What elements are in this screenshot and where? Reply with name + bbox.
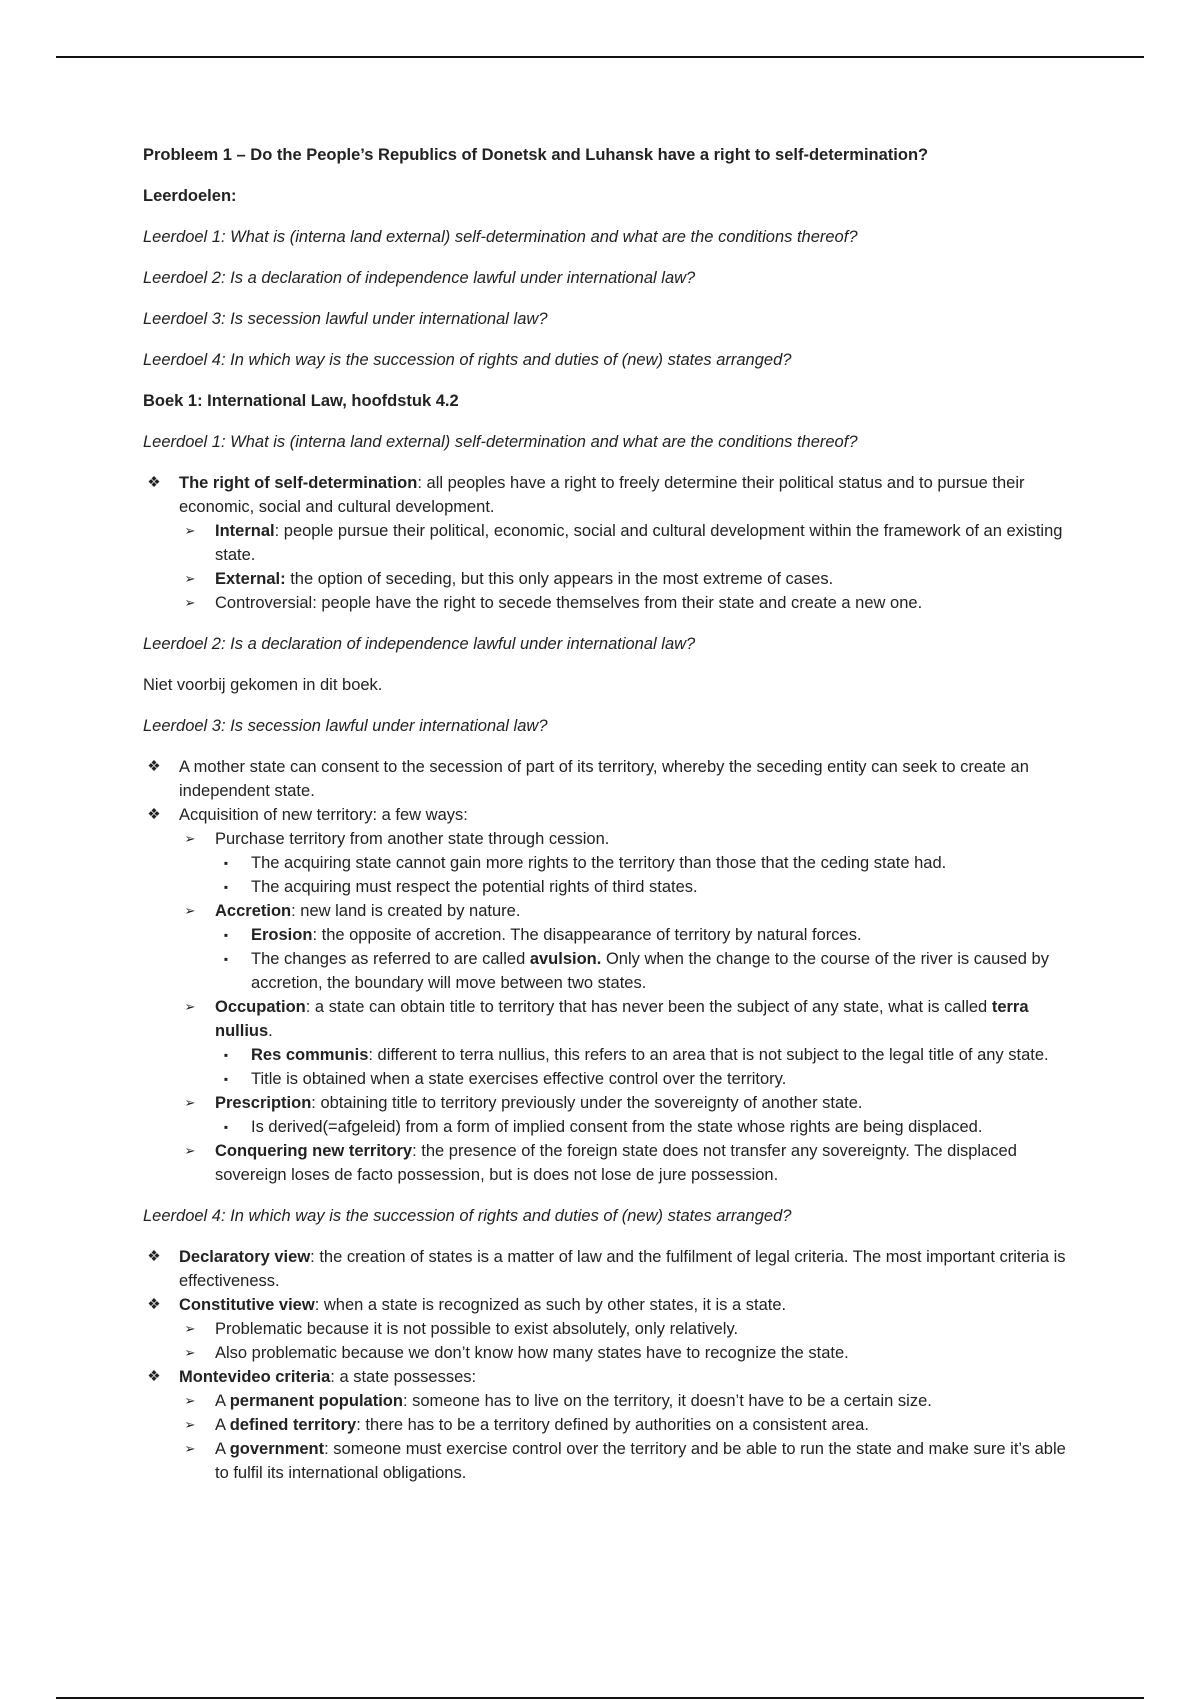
arrow-bullet-icon: ➢ [184,1095,196,1110]
text: A mother state can consent to the secession of part of its territory, whereby the seceding entity can seek to create an independent state. [179,758,1029,800]
text: The changes as referred to are called [251,950,530,968]
text: : the presence of the foreign state does not transfer any sovereignty. The displaced sovereign loses de facto possession, but is does not lose de jure possession. [215,1142,1017,1184]
arrow-bullet-icon: ➢ [184,831,196,846]
text: The acquiring state cannot gain more rights to the territory than those that the ceding state had. [251,854,947,872]
list-item [179,591,1073,615]
term: Prescription [215,1094,312,1112]
leerdoel-3: Leerdoel 3: Is secession lawful under international law? [143,310,548,328]
list-item [143,755,1073,803]
text: A [215,1392,230,1410]
diamond-bullet-icon: ❖ [147,474,161,491]
list-item [143,1293,1073,1365]
list-item [179,827,1073,899]
text: : when a state is recognized as such by other states, it is a state. [314,1296,787,1314]
list-item [215,1043,1073,1067]
text: : someone must exercise control over the territory and be able to run the state and make sure it’s able to fulfil its international obligations. [215,1440,1066,1482]
term: Accretion [215,902,292,920]
list-item [215,923,1073,947]
text: Only when the change to the course of the river is caused by accretion, the boundary will move between two states. [251,950,1049,992]
leerdoelen-heading: Leerdoelen: [143,187,237,205]
section-3-heading: Leerdoel 3: Is secession lawful under international law? [143,717,548,735]
list-item [179,1389,1073,1413]
list-item [143,1245,1073,1293]
term: Erosion [251,926,313,944]
list-item [179,1317,1073,1341]
square-bullet-icon: ▪ [223,952,229,966]
arrow-bullet-icon: ➢ [184,1393,196,1408]
bottom-rule [56,1697,1144,1699]
section-3-list [143,755,1073,1187]
list-item [179,1437,1073,1485]
text: Acquisition of new territory: a few ways: [179,806,468,824]
list-item [143,803,1073,1187]
term: Res communis [251,1046,369,1064]
text: : someone has to live on the territory, it doesn’t have to be a certain size. [402,1392,932,1410]
text: : all peoples have a right to freely determine their political status and to pursue their economic, social and cultural development. [179,474,1025,516]
leerdoel-4: Leerdoel 4: In which way is the succession of rights and duties of (new) states arranged? [143,351,792,369]
text: Title is obtained when a state exercises effective control over the territory. [251,1070,787,1088]
term: avulsion. [529,950,602,968]
diamond-bullet-icon: ❖ [147,806,161,823]
list-item [215,1067,1073,1091]
list-item [179,1341,1073,1365]
list-item [179,995,1073,1091]
square-bullet-icon: ▪ [223,1048,229,1062]
text: : new land is created by nature. [291,902,521,920]
square-bullet-icon: ▪ [223,1120,229,1134]
list-item [143,471,1073,615]
page-title: Probleem 1 – Do the People’s Republics of Donetsk and Luhansk have a right to self-determination? [143,146,929,164]
term: Internal [215,522,275,540]
term: Declaratory view [179,1248,311,1266]
term: government [229,1440,325,1458]
term: permanent population [229,1392,403,1410]
text: The acquiring must respect the potential rights of third states. [251,878,698,896]
text: : the opposite of accretion. The disappearance of territory by natural forces. [312,926,862,944]
term: Occupation [215,998,306,1016]
text: . [268,1022,273,1040]
list-item [215,875,1073,899]
section-1-list [143,471,1073,615]
text: : a state possesses: [330,1368,477,1386]
list-item [179,1091,1073,1139]
text: : people pursue their political, economic, social and cultural development within the framework of an existing state. [215,522,1063,564]
term: Conquering new territory [215,1142,413,1160]
text: Purchase territory from another state through cession. [215,830,610,848]
term: terra nullius [215,998,1029,1040]
section-2-heading: Leerdoel 2: Is a declaration of independence lawful under international law? [143,635,696,653]
term: The right of self-determination [179,474,418,492]
arrow-bullet-icon: ➢ [184,571,196,586]
text: : different to terra nullius, this refers to an area that is not subject to the legal title of any state. [368,1046,1049,1064]
arrow-bullet-icon: ➢ [184,1345,196,1360]
list-item [215,1115,1073,1139]
document-body [143,143,1073,1502]
list-item [215,851,1073,875]
arrow-bullet-icon: ➢ [184,1441,196,1456]
text: the option of seceding, but this only appears in the most extreme of cases. [285,570,834,588]
arrow-bullet-icon: ➢ [184,1321,196,1336]
term: Constitutive view [179,1296,315,1314]
arrow-bullet-icon: ➢ [184,1417,196,1432]
text: : the creation of states is a matter of law and the fulfilment of legal criteria. The most important criteria is effectiveness. [179,1248,1066,1290]
text: A [215,1416,230,1434]
text: : there has to be a territory defined by authorities on a consistent area. [356,1416,869,1434]
text: : obtaining title to territory previously under the sovereignty of another state. [311,1094,863,1112]
term: defined territory [229,1416,357,1434]
book-heading: Boek 1: International Law, hoofdstuk 4.2 [143,392,459,410]
diamond-bullet-icon: ❖ [147,1368,161,1385]
section-4-list [143,1245,1073,1485]
arrow-bullet-icon: ➢ [184,999,196,1014]
text: A [215,1440,230,1458]
leerdoel-1: Leerdoel 1: What is (interna land external) self-determination and what are the conditions thereof? [143,228,858,246]
text: : a state can obtain title to territory that has never been the subject of any state, what is called [305,998,992,1016]
diamond-bullet-icon: ❖ [147,1296,161,1313]
square-bullet-icon: ▪ [223,1072,229,1086]
section-1-heading: Leerdoel 1: What is (interna land external) self-determination and what are the conditions thereof? [143,433,858,451]
square-bullet-icon: ▪ [223,856,229,870]
list-item [179,567,1073,591]
arrow-bullet-icon: ➢ [184,1143,196,1158]
text: Problematic because it is not possible to exist absolutely, only relatively. [215,1320,739,1338]
square-bullet-icon: ▪ [223,928,229,942]
list-item [143,1365,1073,1485]
square-bullet-icon: ▪ [223,880,229,894]
top-rule [56,56,1144,58]
arrow-bullet-icon: ➢ [184,903,196,918]
section-4-heading: Leerdoel 4: In which way is the succession of rights and duties of (new) states arranged? [143,1207,792,1225]
list-item [179,1413,1073,1437]
arrow-bullet-icon: ➢ [184,595,196,610]
list-item [179,1139,1073,1187]
text: Is derived(=afgeleid) from a form of implied consent from the state whose rights are being displaced. [251,1118,983,1136]
text: Also problematic because we don’t know how many states have to recognize the state. [215,1344,849,1362]
list-item [179,899,1073,995]
diamond-bullet-icon: ❖ [147,1248,161,1265]
arrow-bullet-icon: ➢ [184,523,196,538]
term: Montevideo criteria [179,1368,331,1386]
term: External: [215,570,286,588]
diamond-bullet-icon: ❖ [147,758,161,775]
leerdoel-2: Leerdoel 2: Is a declaration of independence lawful under international law? [143,269,696,287]
section-2-text: Niet voorbij gekomen in dit boek. [143,676,383,694]
list-item [215,947,1073,995]
text: Controversial: people have the right to secede themselves from their state and create a new one. [215,594,923,612]
list-item [179,519,1073,567]
